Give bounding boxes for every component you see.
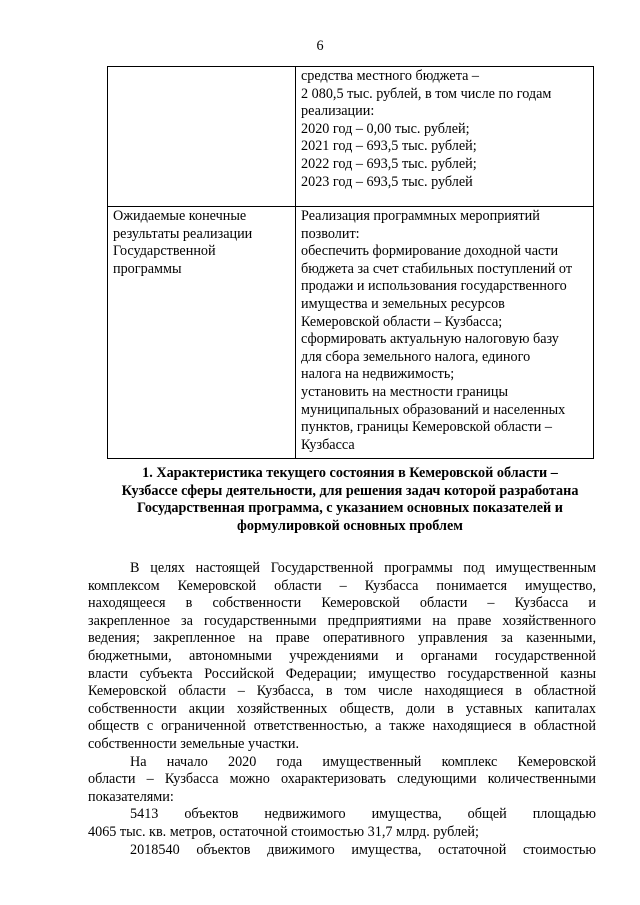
cell-line: 2022 год – 693,5 тыс. рублей; [301, 155, 477, 172]
cell-line: программы [113, 260, 182, 277]
cell-line: 2020 год – 0,00 тыс. рублей; [301, 120, 470, 137]
body-line: комплексом Кемеровской области – Кузбасса понимается имущество, [88, 577, 596, 594]
cell-line: муниципальных образований и населенных [301, 401, 566, 418]
body-line: 4065 тыс. кв. метров, остаточной стоимостью 31,7 млрд. рублей; [88, 823, 479, 840]
page-number: 6 [316, 38, 324, 54]
program-passport-table [107, 66, 594, 459]
table-row [108, 207, 594, 459]
cell-line: сформировать актуальную налоговую базу [301, 331, 559, 348]
cell-line: Ожидаемые конечные [113, 208, 247, 224]
section-title [90, 465, 610, 535]
body-line: Кемеровской области – Кузбасса, в том числе находящиеся в областной [88, 683, 596, 700]
table-row [108, 67, 594, 207]
body-line: собственности земельные участки. [88, 735, 300, 752]
body-line: находящееся в собственности Кемеровской области – Кузбасса и [88, 595, 596, 612]
body-line: власти субъекта Российской Федерации; имущество государственной казны [88, 665, 596, 682]
cell-line: 2 080,5 тыс. рублей, в том числе по годам [301, 85, 552, 102]
cell-line: средства местного бюджета – [301, 68, 480, 84]
cell-line: продажи и использования государственного [301, 278, 567, 295]
table-cell-right [296, 67, 594, 207]
cell-line: Кемеровской области – Кузбасса; [301, 313, 503, 330]
body-line: области – Кузбасса можно охарактеризовать следующими количественными [88, 771, 596, 788]
cell-line: налога на недвижимость; [301, 366, 455, 383]
body-line: показателями: [88, 788, 174, 805]
body-line: На начало 2020 года имущественный комплекс Кемеровской [130, 753, 596, 770]
cell-line: для сбора земельного налога, единого [301, 348, 531, 365]
table-cell-right [296, 207, 594, 459]
body-line: обществ с ограниченной ответственностью, а также находящиеся в областной [88, 718, 596, 735]
section-title-line: Кузбассе сферы деятельности, для решения задач которой разработана [121, 482, 579, 499]
table-cell-left [108, 207, 296, 459]
cell-line: Кузбасса [301, 436, 355, 453]
body-text [88, 560, 596, 859]
body-line: закрепленное за государственными предприятиями на праве хозяйственного [88, 612, 596, 629]
body-line: бюджетными, автономными учреждениями и органами государственной [88, 647, 596, 664]
cell-line: позволит: [301, 225, 360, 242]
section-title-line: 1. Характеристика текущего состояния в Кемеровской области – [142, 465, 558, 481]
cell-line: имущества и земельных ресурсов [301, 295, 505, 312]
cell-line: пунктов, границы Кемеровской области – [301, 419, 553, 436]
cell-line: 2021 год – 693,5 тыс. рублей; [301, 138, 477, 155]
cell-line: результаты реализации [113, 225, 253, 242]
body-line: В целях настоящей Государственной программы под имущественным [130, 560, 596, 576]
cell-line: 2023 год – 693,5 тыс. рублей [301, 173, 473, 190]
cell-line: Реализация программных мероприятий [301, 208, 540, 224]
section-title-line: Государственная программа, с указанием основных показателей и [137, 500, 563, 517]
body-line: ведения; закрепленное на праве оперативного управления за казенными, [88, 630, 596, 647]
cell-line: Государственной [113, 243, 216, 260]
body-line: 2018540 объектов движимого имущества, остаточной стоимостью [130, 841, 596, 858]
cell-line: бюджета за счет стабильных поступлений от [301, 260, 573, 277]
cell-line: реализации: [301, 103, 375, 120]
body-line: 5413 объектов недвижимого имущества, общей площадью [130, 806, 596, 823]
body-line: собственности акции хозяйственных обществ, доли в уставных капиталах [88, 700, 596, 717]
cell-line: обеспечить формирование доходной части [301, 243, 559, 260]
table-cell-left [108, 67, 296, 207]
cell-line: установить на местности границы [301, 383, 509, 400]
section-title-line: формулировкой основных проблем [237, 517, 463, 534]
